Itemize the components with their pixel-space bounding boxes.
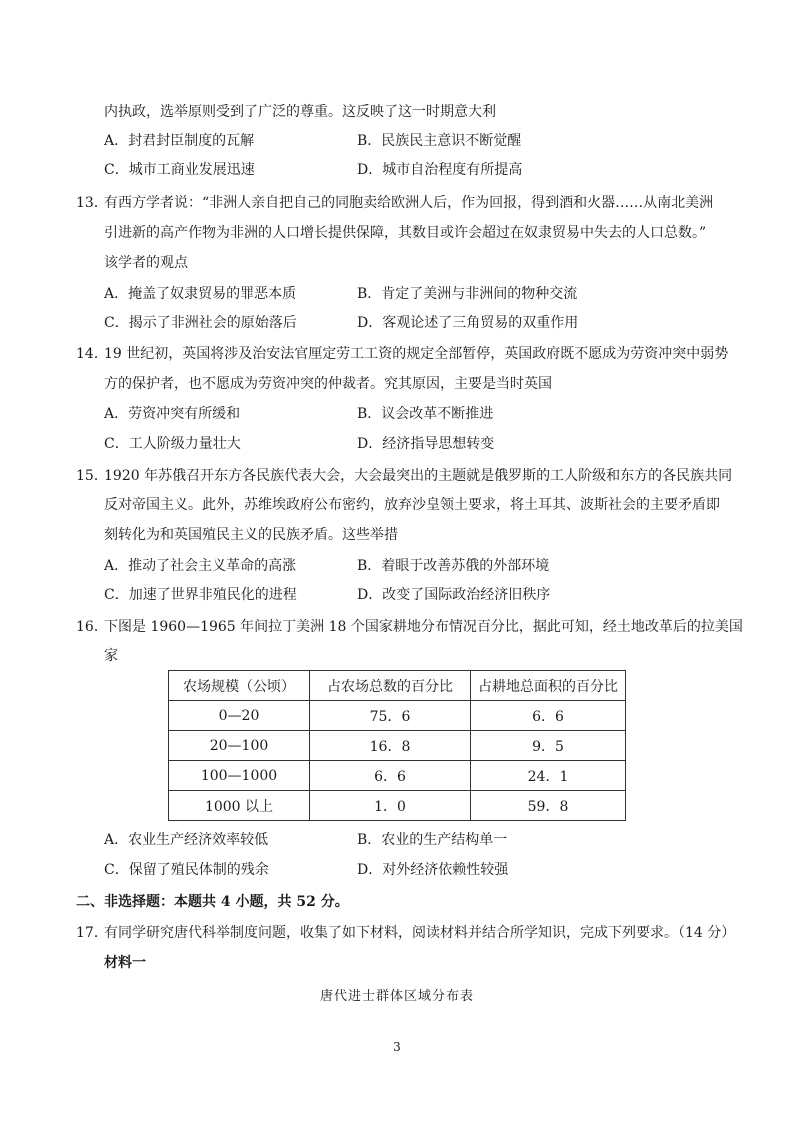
q15-option-c[interactable]: C．加速了世界非殖民化的进程 [104, 587, 297, 603]
q15-option-a[interactable]: A．推动了社会主义革命的高涨 [104, 558, 297, 574]
table-header-cell: 农场规模（公顷） [169, 671, 310, 701]
q13-number: 13． [76, 195, 108, 211]
table-cell: 1000 以上 [169, 791, 310, 821]
table-cell: 16．8 [310, 731, 471, 761]
table-row [169, 791, 626, 821]
q13-stem-line-3: 该学者的观点 [104, 255, 188, 271]
table-cell: 100—1000 [169, 761, 310, 791]
q13-option-d[interactable]: D．客观论述了三角贸易的双重作用 [357, 315, 579, 331]
q17-material-label: 材料一 [104, 955, 146, 971]
table-cell: 6．6 [310, 761, 471, 791]
q16-option-b[interactable]: B．农业的生产结构单一 [357, 832, 508, 848]
q15-stem-line-1: 1920 年苏俄召开东方各民族代表大会，大会最突出的主题就是俄罗斯的工人阶级和东方的各民族共同 [104, 468, 733, 484]
table-cell: 1．0 [310, 791, 471, 821]
table-row [169, 731, 626, 761]
q14-number: 14． [76, 346, 108, 362]
q16-option-a[interactable]: A．农业生产经济效率较低 [104, 832, 269, 848]
q15-number: 15． [76, 468, 108, 484]
page-number: 3 [393, 1040, 401, 1054]
table-header-cell: 占耕地总面积的百分比 [471, 671, 626, 701]
q16-stem-line-1: 下图是 1960—1965 年间拉丁美洲 18 个国家耕地分布情况百分比，据此可知，经土地改革后的拉美国 [104, 619, 743, 635]
q14-stem-line-2: 方的保护者，也不愿成为劳资冲突的仲裁者。究其原因，主要是当时英国 [104, 376, 552, 392]
section-2-heading: 二、非选择题：本题共 4 小题，共 52 分。 [76, 894, 349, 910]
table-row [169, 701, 626, 731]
table-cell: 0—20 [169, 701, 310, 731]
q17-stem-line-1: 有同学研究唐代科举制度问题，收集了如下材料，阅读材料并结合所学知识，完成下列要求。（14 分） [104, 925, 736, 941]
table-cell: 6．6 [471, 701, 626, 731]
q15-stem-line-3: 刻转化为和英国殖民主义的民族矛盾。这些举措 [104, 527, 398, 543]
q16-option-d[interactable]: D．对外经济依赖性较强 [357, 862, 509, 878]
q12-option-a[interactable]: A．封君封臣制度的瓦解 [104, 133, 255, 149]
q14-option-d[interactable]: D．经济指导思想转变 [357, 436, 495, 452]
material-table-caption: 唐代进士群体区域分布表 [319, 989, 474, 1004]
table-header-row [169, 671, 626, 701]
table-header-cell: 占农场总数的百分比 [310, 671, 471, 701]
q14-stem-line-1: 19 世纪初，英国将涉及治安法官厘定劳工工资的规定全部暂停，英国政府既不愿成为劳资冲突中弱势 [104, 346, 729, 362]
q13-option-a[interactable]: A．掩盖了奴隶贸易的罪恶本质 [104, 286, 297, 302]
q12-option-b[interactable]: B．民族民主意识不断觉醒 [357, 133, 522, 149]
farm-distribution-table [168, 670, 626, 821]
table-cell: 20—100 [169, 731, 310, 761]
q14-option-a[interactable]: A．劳资冲突有所缓和 [104, 406, 241, 422]
q13-stem-line-2: 引进新的高产作物为非洲的人口增长提供保障，其数目或许会超过在奴隶贸易中失去的人口总数。” [104, 225, 707, 241]
table-cell: 75．6 [310, 701, 471, 731]
q16-option-c[interactable]: C．保留了殖民体制的残余 [104, 862, 269, 878]
q16-stem-line-2: 家 [104, 648, 118, 664]
q12-option-d[interactable]: D．城市自治程度有所提高 [357, 162, 523, 178]
q16-number: 16． [76, 619, 108, 635]
table-row [169, 761, 626, 791]
table-cell: 59．8 [471, 791, 626, 821]
table-cell: 9．5 [471, 731, 626, 761]
q14-option-c[interactable]: C．工人阶级力量壮大 [104, 436, 241, 452]
q15-stem-line-2: 反对帝国主义。此外，苏维埃政府公布密约，放弃沙皇领土要求，将土耳其、波斯社会的主要矛盾即 [104, 497, 720, 513]
q13-option-c[interactable]: C．揭示了非洲社会的原始落后 [104, 315, 297, 331]
q14-option-b[interactable]: B．议会改革不断推进 [357, 406, 494, 422]
q12-stem-continuation: 内执政，选举原则受到了广泛的尊重。这反映了这一时期意大利 [104, 104, 496, 120]
q12-option-c[interactable]: C．城市工商业发展迅速 [104, 162, 255, 178]
table-cell: 24．1 [471, 761, 626, 791]
q13-stem-line-1: 有西方学者说：“非洲人亲自把自己的同胞卖给欧洲人后，作为回报，得到酒和火器……从南北美洲 [104, 195, 714, 211]
q15-option-d[interactable]: D．改变了国际政治经济旧秩序 [357, 587, 551, 603]
q13-option-b[interactable]: B．肯定了美洲与非洲间的物种交流 [357, 286, 578, 302]
q17-number: 17． [76, 925, 108, 941]
q15-option-b[interactable]: B．着眼于改善苏俄的外部环境 [357, 558, 550, 574]
